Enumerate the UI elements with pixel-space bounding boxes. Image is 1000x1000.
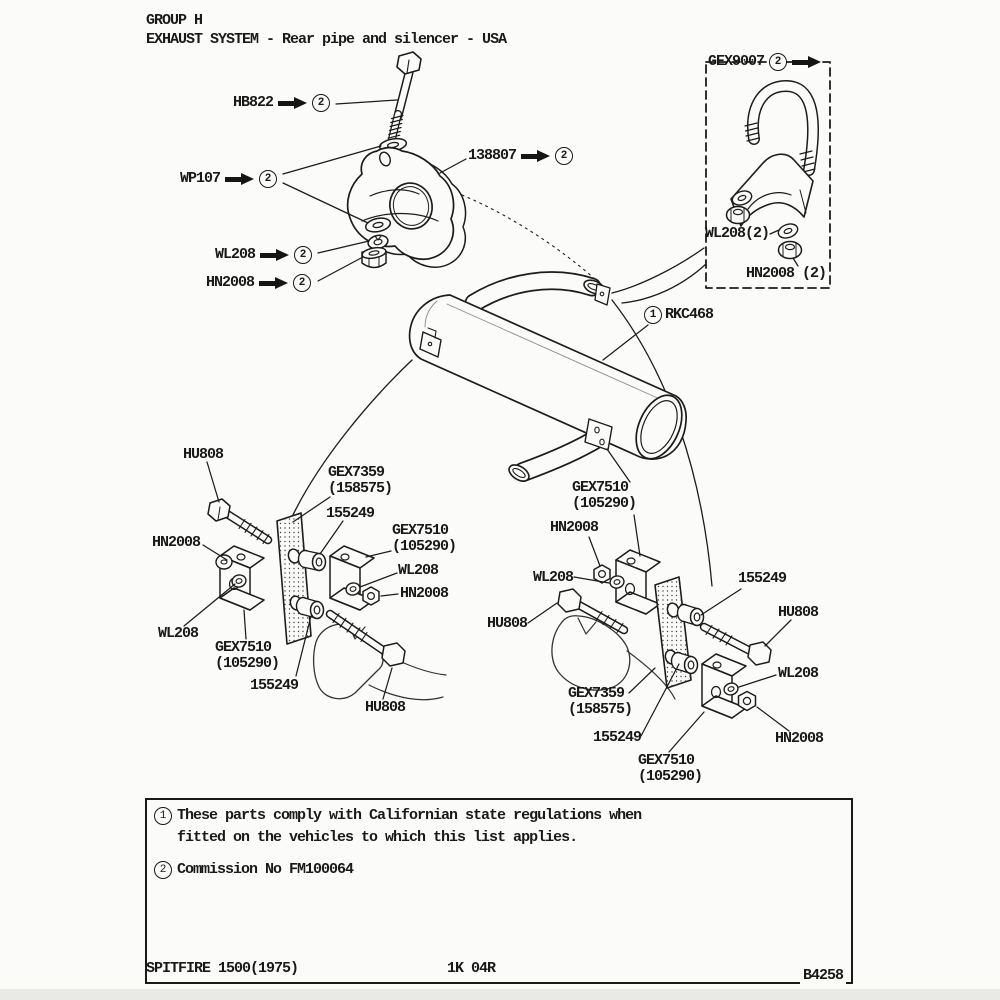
callout-155249-right-low: 155249 (593, 729, 642, 746)
callout-155249-right-upper: 155249 (738, 570, 787, 587)
footer-plate-code: 1K 04R (447, 960, 496, 977)
page-group-title: GROUP H (146, 12, 203, 29)
callout-gex9007: GEX9007 2 (708, 53, 821, 71)
callout-155249-left-low: 155249 (250, 677, 299, 694)
arrow-right-icon (259, 277, 288, 289)
note-1-badge: 1 (154, 807, 172, 825)
callout-hu808-left-low: HU808 (365, 699, 406, 716)
callout-gex7359-left: GEX7359 (158575) (328, 464, 393, 497)
note-2-line-1: Commission No FM100064 (177, 861, 354, 878)
callout-wl208-right-low: WL208 (778, 665, 819, 682)
callout-hu808-left-top: HU808 (183, 446, 224, 463)
callout-wl208-left-mid: WL208 (398, 562, 439, 579)
callout-hn2008-right-low: HN2008 (775, 730, 824, 747)
callout-gex7510-left-low: GEX7510 (105290) (215, 639, 280, 672)
note-2-badge: 2 (769, 53, 787, 71)
note-2-badge: 2 (293, 274, 311, 292)
arrow-right-icon (521, 150, 550, 162)
note-2-badge: 2 (259, 170, 277, 188)
note-1-line-1: These parts comply with Californian state regulations when (177, 807, 642, 824)
callout-wl208-top: WL208 2 (215, 246, 312, 264)
page-title: EXHAUST SYSTEM - Rear pipe and silencer - USA (146, 31, 507, 48)
callout-wl208-box: WL208(2) (705, 225, 770, 242)
callout-138807: 138807 2 (468, 147, 573, 165)
callout-hn2008-box: HN2008 (2) (746, 265, 827, 282)
note-2-badge: 2 (154, 861, 172, 879)
arrow-right-icon (225, 173, 254, 185)
footer-drawing-ref: B4258 (800, 967, 846, 984)
callout-gex7510-left-mid: GEX7510 (105290) (392, 522, 457, 555)
callout-gex7510-right-low: GEX7510 (105290) (638, 752, 703, 785)
note-2-badge: 2 (312, 94, 330, 112)
arrow-right-icon (792, 56, 821, 68)
callout-hn2008-left-mid: HN2008 (400, 585, 449, 602)
callout-hn2008-top: HN2008 2 (206, 274, 311, 292)
callout-gex7359-right: GEX7359 (158575) (568, 685, 633, 718)
callout-155249-left-upper: 155249 (326, 505, 375, 522)
callout-hu808-right-left: HU808 (487, 615, 528, 632)
callout-wl208-left-low: WL208 (158, 625, 199, 642)
note-2-badge: 2 (555, 147, 573, 165)
callout-gex7510-right-top: GEX7510 (105290) (572, 479, 637, 512)
callout-hn2008-left-side: HN2008 (152, 534, 201, 551)
arrow-right-icon (278, 97, 307, 109)
callout-hn2008-right-top: HN2008 (550, 519, 599, 536)
callout-rkc468: 1 RKC468 (644, 306, 713, 324)
callout-hu808-right-right: HU808 (778, 604, 819, 621)
callout-wp107: WP107 2 (180, 170, 277, 188)
note-2-badge: 2 (294, 246, 312, 264)
mount-bolt (379, 52, 421, 153)
scan-edge-band (0, 989, 1000, 1000)
regulation-notes-box (145, 798, 853, 984)
note-1-badge: 1 (644, 306, 662, 324)
callout-hb822: HB822 2 (233, 94, 330, 112)
footer-model: SPITFIRE 1500(1975) (146, 960, 299, 977)
note-1-line-2: fitted on the vehicles to which this list applies. (177, 829, 578, 846)
pipe-clamp (348, 148, 466, 268)
arrow-right-icon (260, 249, 289, 261)
callout-wl208-right-mid: WL208 (533, 569, 574, 586)
